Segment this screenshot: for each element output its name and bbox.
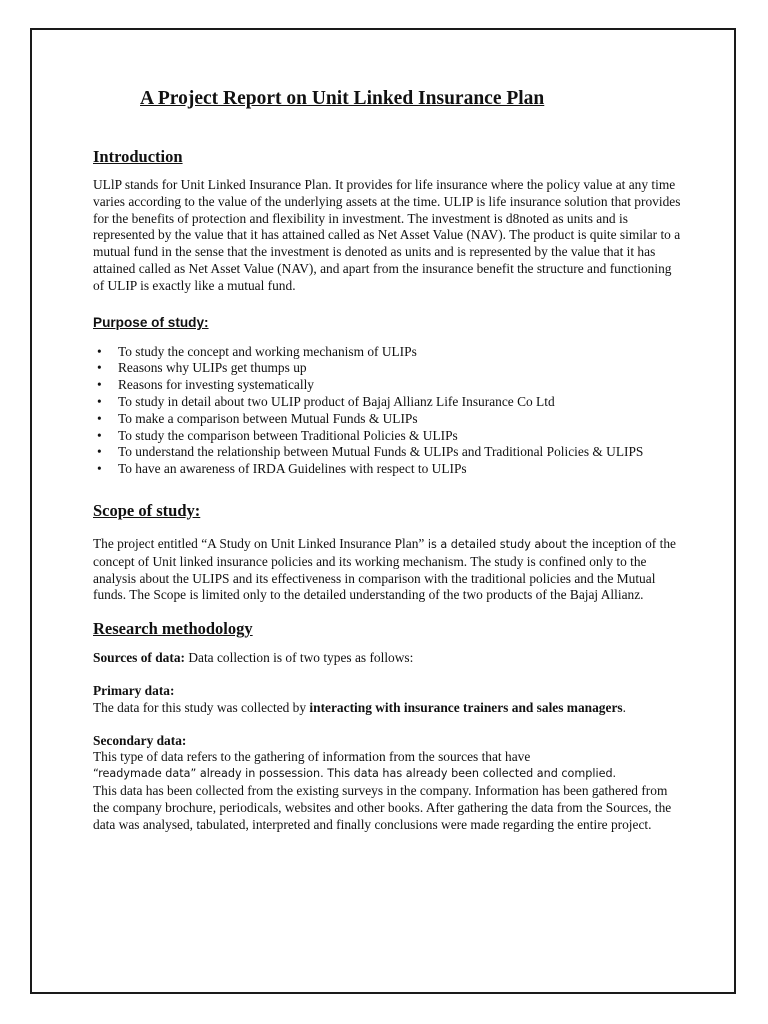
sources-label: Sources of data: xyxy=(93,650,185,666)
document-title: A Project Report on Unit Linked Insurance Plan xyxy=(140,88,545,109)
list-item: • To understand the relationship between Mutual Funds & ULIPs and Traditional Policies & ULIPS xyxy=(87,444,683,461)
secondary-text-c: This data has been collected from the existing surveys in the company. Information has been gathered from the company brochure, periodicals, websites and other books. After gathering the data from the Sources, the data was analysed, tabulated, interpreted and finally conclusions were made regarding the entire project. xyxy=(93,782,672,832)
document-body xyxy=(93,86,683,833)
primary-text-c: . xyxy=(622,699,626,715)
list-item: • Reasons for investing systematically xyxy=(87,377,683,394)
scope-text-a: The project entitled “A Study on Unit Linked Insurance Plan” xyxy=(93,535,425,551)
scope-text-b: is a detailed study about the xyxy=(424,537,589,551)
list-item: • Reasons why ULIPs get thumps up xyxy=(87,360,683,377)
introduction-paragraph: ULlP stands for Unit Linked Insurance Plan. It provides for life insurance where the policy value at any time varies according to the value of the underlying assets at the time. ULIP is life insurance solution that provides for the benefits of protection and flexibility in investment. The investment is d8noted as units and is represented by the value that it has attained called as Net Asset Value (NAV). The product is quite similar to a mutual fund in the sense that the investment is denoted as units and is represented by the value that it has attained called as Net Asset Value (NAV), and apart from the insurance benefit the structure and functioning of ULIP is exactly like a mutual fund. xyxy=(93,177,681,293)
primary-text-bold: interacting with insurance trainers and sales managers xyxy=(309,699,623,715)
purpose-heading: Purpose of study: xyxy=(93,314,209,330)
list-item: • To study the concept and working mechanism of ULIPs xyxy=(87,344,683,361)
purpose-list xyxy=(87,344,683,478)
secondary-text-a: This type of data refers to the gathering of information from the sources that have xyxy=(93,749,531,765)
scope-text-c: inception of the concept of Unit linked insurance policies and its working mechanism. The study is confined only to the analysis about the ULIPS and its effectiveness in comparison with the traditional policies and the Mutual funds. The Scope is limited only to the detailed understanding of the two products of the Bajaj Allianz. xyxy=(93,535,676,603)
research-heading: Research methodology xyxy=(93,619,253,639)
scope-paragraph xyxy=(93,536,683,604)
list-item: • To study the comparison between Traditional Policies & ULIPs xyxy=(87,428,683,445)
secondary-text-mono: “readymade data” already in possession. This data has already been collected and complied. xyxy=(93,767,617,781)
list-item: • To make a comparison between Mutual Funds & ULIPs xyxy=(87,411,683,428)
scope-heading: Scope of study: xyxy=(93,500,201,520)
sources-text: Data collection is of two types as follows: xyxy=(185,650,414,666)
primary-label: Primary data: xyxy=(93,682,175,698)
list-item: • To study in detail about two ULIP product of Bajaj Allianz Life Insurance Co Ltd xyxy=(87,394,683,411)
primary-paragraph xyxy=(93,700,683,717)
primary-text-a: The data for this study was collected by xyxy=(93,699,310,715)
sources-paragraph xyxy=(93,650,683,667)
introduction-heading: Introduction xyxy=(93,147,183,166)
list-item: • To have an awareness of IRDA Guidelines with respect to ULIPs xyxy=(87,461,683,478)
secondary-label: Secondary data: xyxy=(93,732,187,748)
